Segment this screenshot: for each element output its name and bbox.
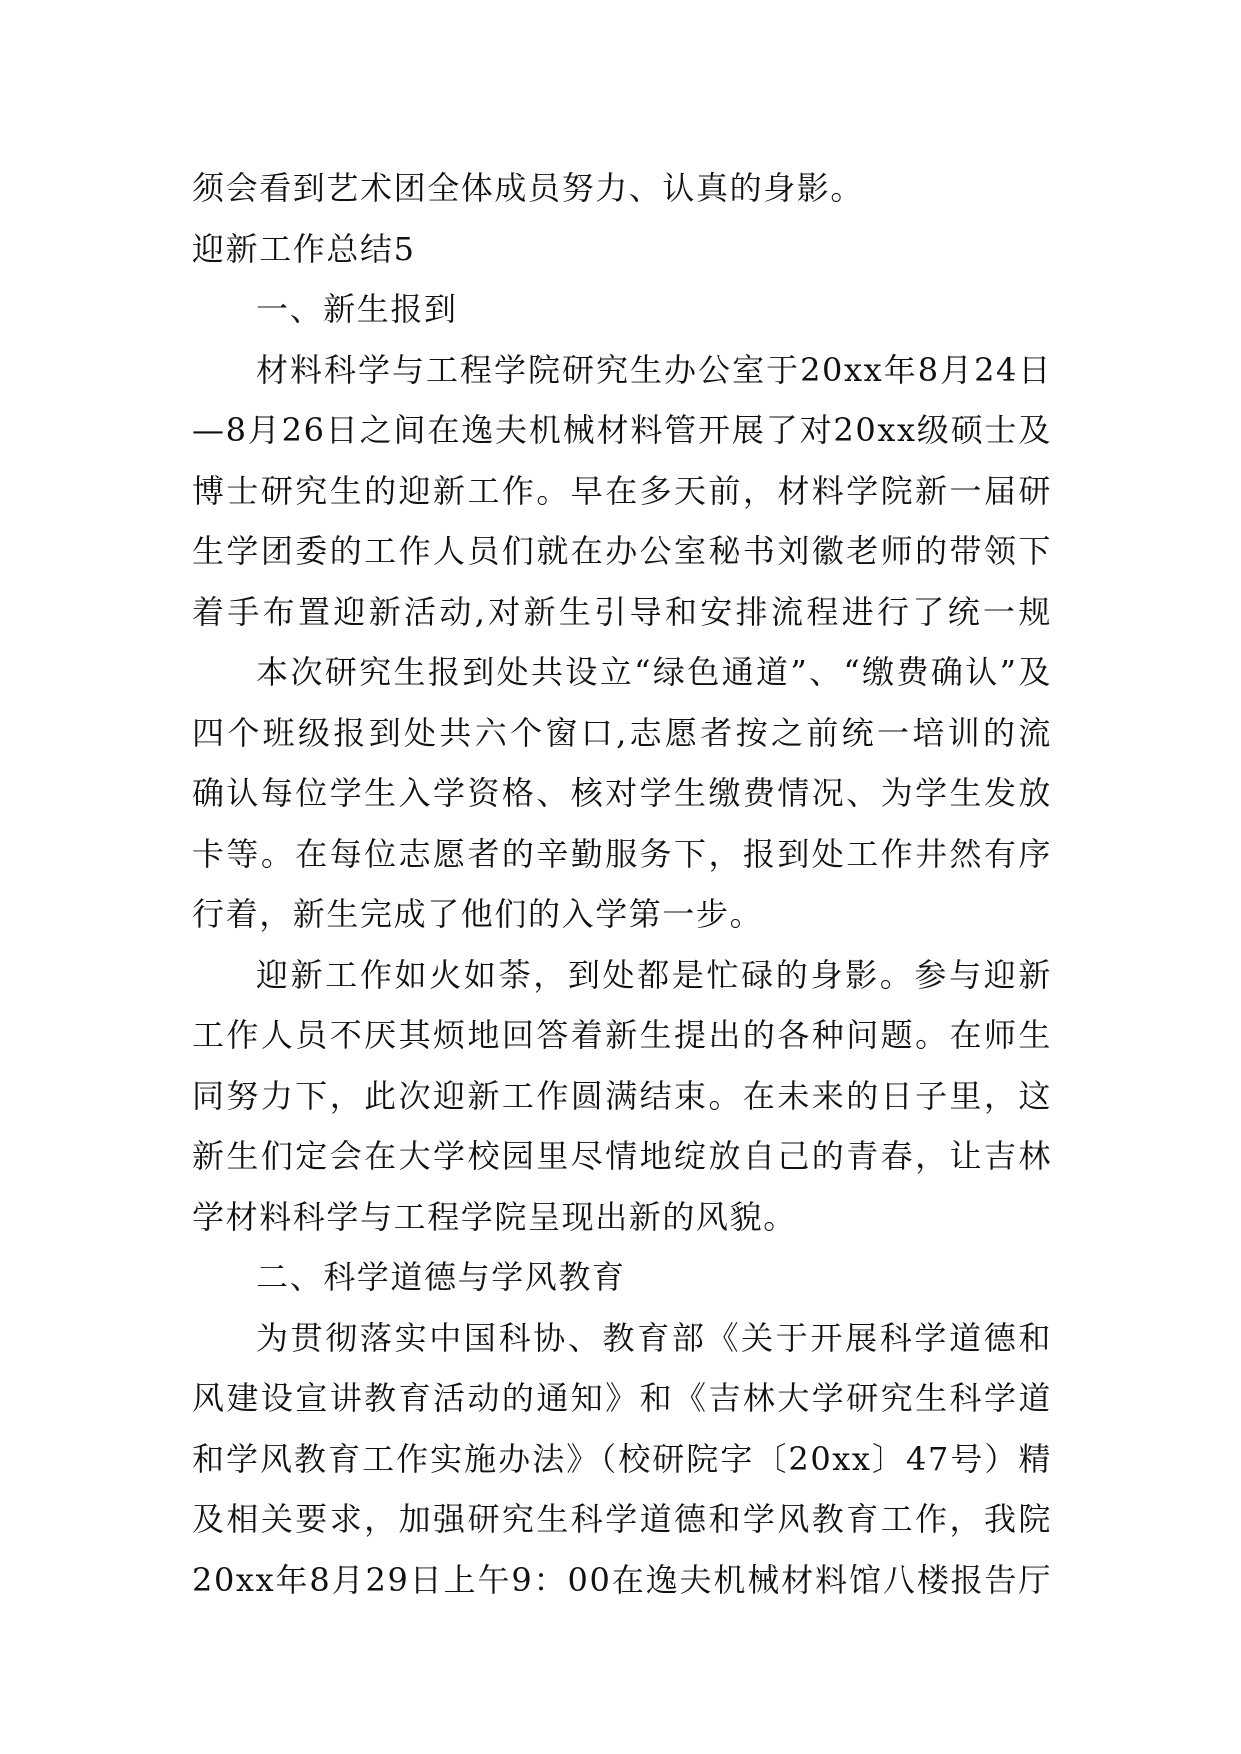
text-line-5: —8月26日之间在逸夫机械材料管开展了对20xx级硕士及 — [192, 411, 1052, 449]
text-line-1: 须会看到艺术团全体成员努力、认真的身影。 — [192, 169, 865, 207]
text-line-11: 确认每位学生入学资格、核对学生缴费情况、为学生发放 — [192, 774, 1052, 812]
subsection-heading-1: 一、新生报到 — [256, 290, 458, 328]
document-body — [192, 158, 1052, 1610]
section-heading: 迎新工作总结5 — [192, 229, 416, 268]
text-line-23: 及相关要求，加强研究生科学道德和学风教育工作，我院 — [192, 1500, 1052, 1538]
text-line-7: 生学团委的工作人员们就在办公室秘书刘徽老师的带领下 — [192, 532, 1052, 570]
text-line-13: 行着，新生完成了他们的入学第一步。 — [192, 895, 764, 933]
text-line-24: 20xx年8月29日上午9：00在逸夫机械材料馆八楼报告厅 — [192, 1560, 1052, 1599]
text-line-22: 和学风教育工作实施办法》（校研院字〔20xx〕47号）精 — [192, 1439, 1052, 1478]
text-line-18: 学材料科学与工程学院呈现出新的风貌。 — [192, 1197, 797, 1236]
text-line-20: 为贯彻落实中国科协、教育部《关于开展科学道德和 — [256, 1318, 1052, 1357]
text-line-16: 同努力下，此次迎新工作圆满结束。在未来的日子里，这 — [192, 1076, 1052, 1115]
text-line-12: 卡等。在每位志愿者的辛勤服务下，报到处工作井然有序 — [192, 834, 1052, 873]
text-line-14: 迎新工作如火如荼，到处都是忙碌的身影。参与迎新 — [256, 955, 1052, 994]
text-line-9: 本次研究生报到处共设立“绿色通道”、“缴费确认”及 — [256, 653, 1052, 691]
text-line-6: 博士研究生的迎新工作。早在多天前，材料学院新一届研 — [192, 471, 1052, 510]
text-line-17: 新生们定会在大学校园里尽情地绽放自己的青春，让吉林 — [192, 1137, 1052, 1175]
text-line-10: 四个班级报到处共六个窗口,志愿者按之前统一培训的流 — [192, 713, 1052, 752]
subsection-heading-2: 二、科学道德与学风教育 — [256, 1258, 626, 1296]
text-line-15: 工作人员不厌其烦地回答着新生提出的各种问题。在师生 — [192, 1016, 1052, 1054]
text-line-8: 着手布置迎新活动,对新生引导和安排流程进行了统一规 — [192, 592, 1052, 631]
text-line-21: 风建设宣讲教育活动的通知》和《吉林大学研究生科学道 — [192, 1379, 1052, 1417]
text-line-4: 材料科学与工程学院研究生办公室于20xx年8月24日 — [256, 350, 1052, 389]
